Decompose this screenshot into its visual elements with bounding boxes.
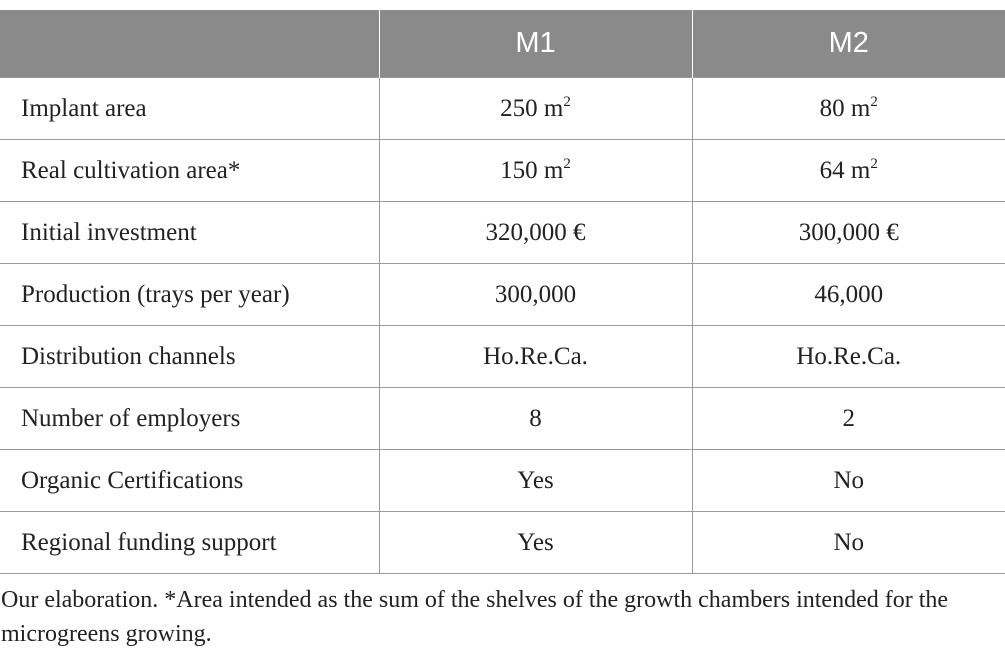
table-row <box>0 140 1005 202</box>
table-row <box>0 450 1005 512</box>
table-row <box>0 326 1005 388</box>
header-m1: M1 <box>379 10 692 78</box>
row-label: Distribution channels <box>0 326 379 388</box>
cell-m2: No <box>692 450 1005 512</box>
unit-exponent: 2 <box>563 93 571 110</box>
header-m2: M2 <box>692 10 1005 78</box>
row-label: Production (trays per year) <box>0 264 379 326</box>
table-row <box>0 264 1005 326</box>
table-row <box>0 202 1005 264</box>
row-label: Organic Certifications <box>0 450 379 512</box>
cell-m1: 8 <box>379 388 692 450</box>
cell-m1: Yes <box>379 512 692 574</box>
row-label: Initial investment <box>0 202 379 264</box>
header-empty <box>0 10 379 78</box>
row-label: Regional funding support <box>0 512 379 574</box>
cell-m1: Yes <box>379 450 692 512</box>
cell-value: 150 m <box>500 156 564 184</box>
row-label: Number of employers <box>0 388 379 450</box>
row-label: Implant area <box>0 78 379 140</box>
table-footnote: Our elaboration. *Area intended as the sum of the shelves of the growth chambers intended for the microgreens growing. <box>1 587 949 647</box>
cell-m1 <box>379 78 692 140</box>
table-row <box>0 512 1005 574</box>
cell-m2 <box>692 78 1005 140</box>
comparison-table <box>0 10 1005 574</box>
cell-m1 <box>379 140 692 202</box>
table-row <box>0 78 1005 140</box>
cell-m2: 2 <box>692 388 1005 450</box>
table-row <box>0 388 1005 450</box>
cell-m1: 320,000 € <box>379 202 692 264</box>
cell-value: 250 m <box>500 94 564 122</box>
cell-value: 64 m <box>819 156 871 184</box>
unit-exponent: 2 <box>563 155 571 172</box>
cell-m2 <box>692 140 1005 202</box>
cell-m2: 46,000 <box>692 264 1005 326</box>
header-row <box>0 10 1005 78</box>
cell-m2: No <box>692 512 1005 574</box>
unit-exponent: 2 <box>870 155 878 172</box>
unit-exponent: 2 <box>870 93 878 110</box>
cell-m2: Ho.Re.Ca. <box>692 326 1005 388</box>
cell-m2: 300,000 € <box>692 202 1005 264</box>
cell-m1: Ho.Re.Ca. <box>379 326 692 388</box>
row-label: Real cultivation area* <box>0 140 379 202</box>
cell-m1: 300,000 <box>379 264 692 326</box>
cell-value: 80 m <box>819 94 871 122</box>
